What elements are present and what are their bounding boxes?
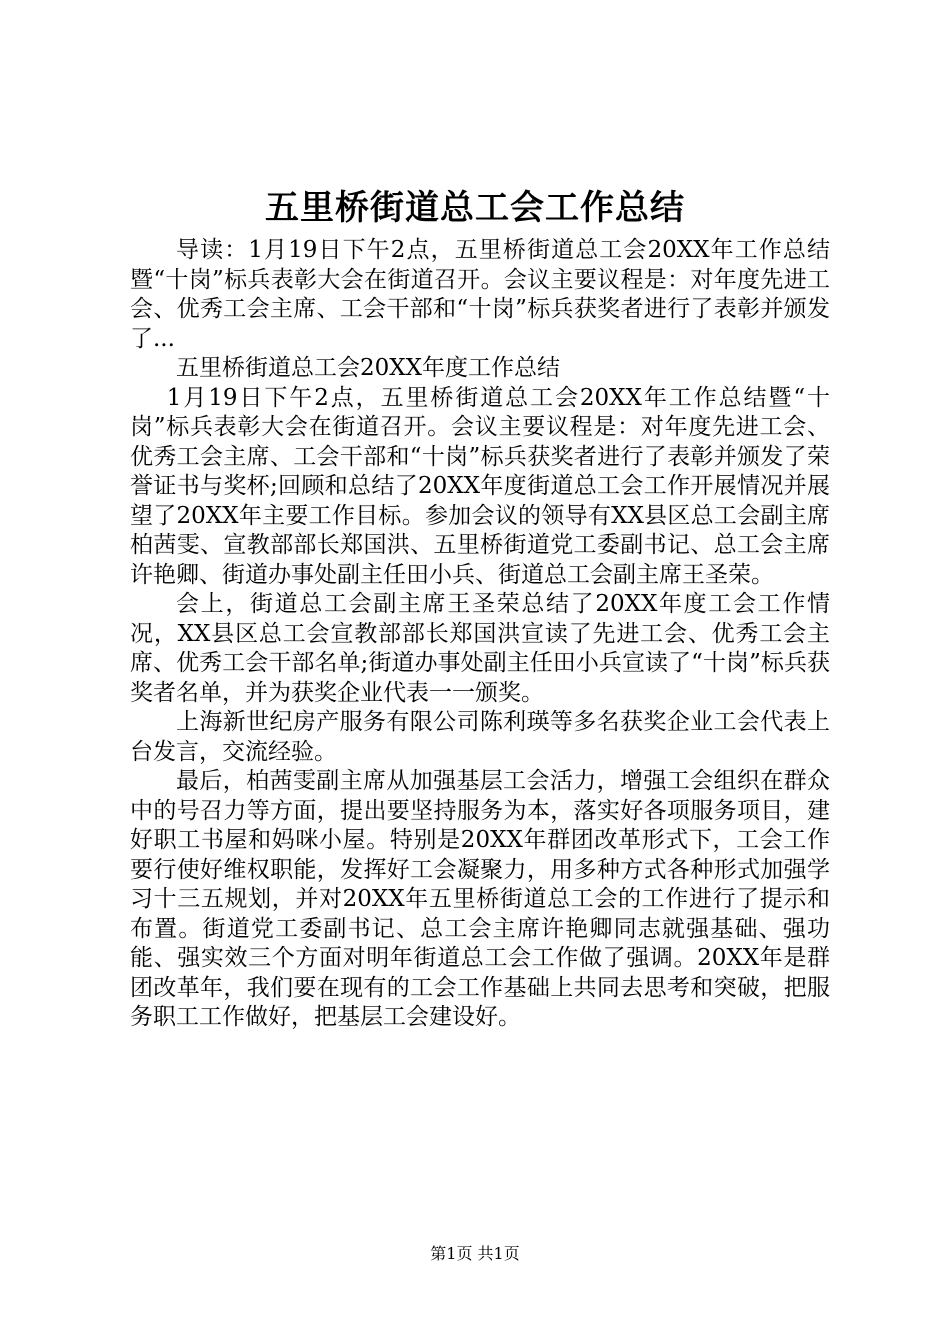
summary-paragraph: 会上，街道总工会副主席王圣荣总结了20XX年度工会工作情况，XX县区总工会宣教部部长郑国洪宣读了先进工会、优秀工会主席、优秀工会干部名单;街道办事处副主任田小兵宣读了“十岗”标兵获奖者名单，并为获奖企业代表一一颁奖。 [130, 591, 830, 706]
speech-paragraph: 上海新世纪房产服务有限公司陈利瑛等多名获奖企业工会代表上台发言，交流经验。 [130, 709, 830, 765]
page-number-footer: 第1页 共1页 [430, 1244, 520, 1263]
document-body [130, 236, 830, 1033]
closing-paragraph: 最后，柏茜雯副主席从加强基层工会活力，增强工会组织在群众中的号召力等方面，提出要坚持服务为本，落实好各项服务项目，建好职工书屋和妈咪小屋。特别是20XX年群团改革形式下，工会工作要行使好维权职能，发挥好工会凝聚力，用多种方式各种形式加强学习十三五规划，并对20XX年五里桥街道总工会的工作进行了提示和布置。街道党工委副书记、总工会主席许艳卿同志就强基础、强功能、强实效三个方面对明年街道总工会工作做了强调。20XX年是群团改革年，我们要在现有的工会工作基础上共同去思考和突破，把服务职工工作做好，把基层工会建设好。 [130, 768, 830, 1030]
meeting-paragraph: 1月19日下午2点，五里桥街道总工会20XX年工作总结暨“十岗”标兵表彰大会在街道召开。会议主要议程是：对年度先进工会、优秀工会主席、工会干部和“十岗”标兵获奖者进行了表彰并颁发了荣誉证书与奖杯;回顾和总结了20XX年度街道总工会工作开展情况并展望了20XX年主要工作目标。参加会议的领导有XX县区总工会副主席柏茜雯、宣教部部长郑国洪、五里桥街道党工委副书记、总工会主席许艳卿、街道办事处副主任田小兵、街道总工会副主席王圣荣。 [130, 384, 830, 588]
document-title: 五里桥街道总工会工作总结 [265, 188, 685, 228]
subtitle-paragraph: 五里桥街道总工会20XX年度工作总结 [176, 355, 561, 381]
intro-paragraph: 导读：1月19日下午2点，五里桥街道总工会20XX年工作总结暨“十岗”标兵表彰大会在街道召开。会议主要议程是：对年度先进工会、优秀工会主席、工会干部和“十岗”标兵获奖者进行了表彰并颁发了... [130, 237, 830, 352]
